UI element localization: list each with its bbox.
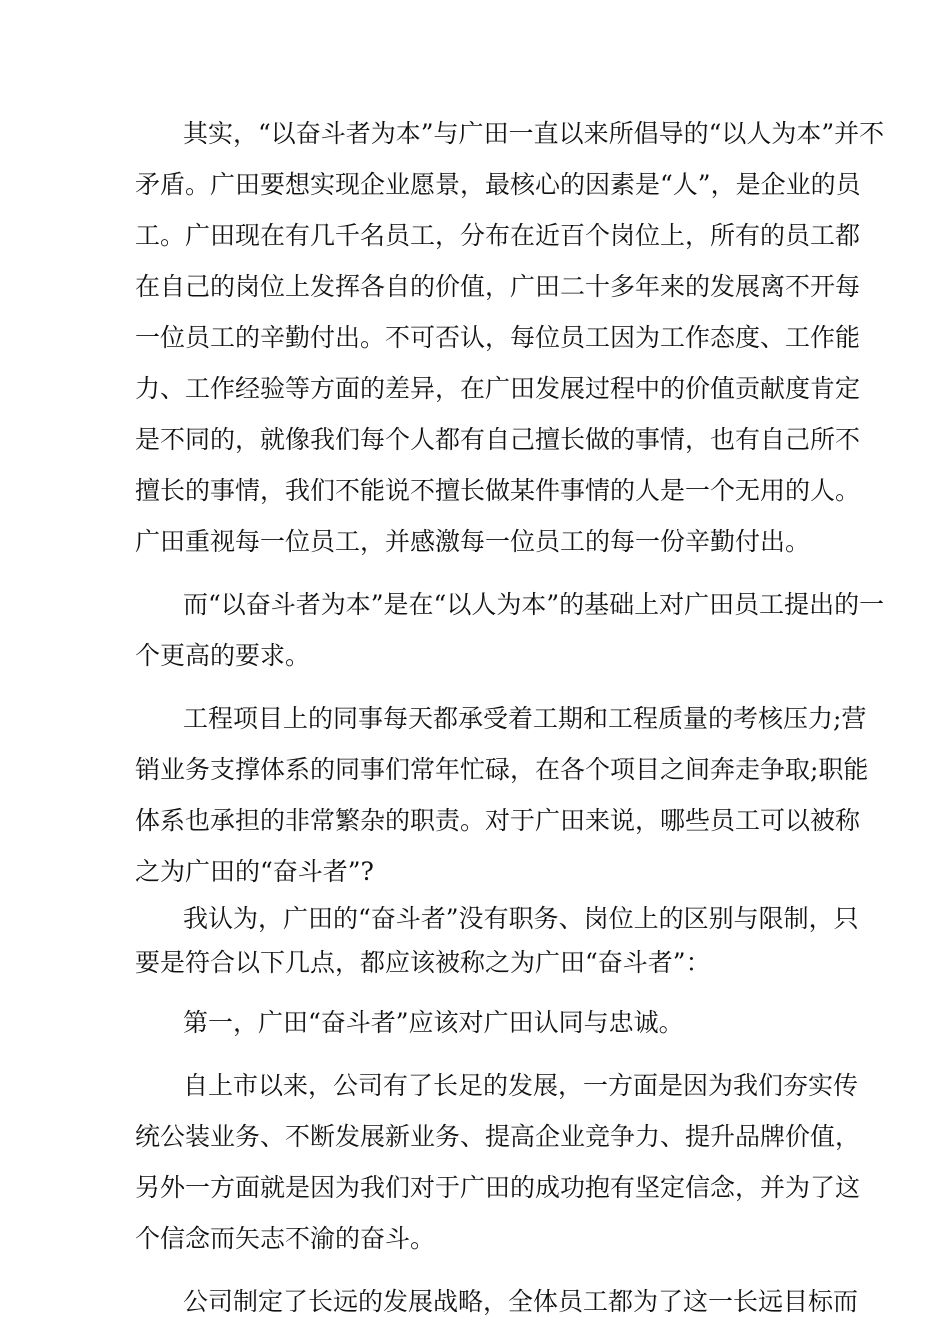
paragraph-5: [135, 997, 835, 1048]
paragraph-6: [135, 1060, 861, 1264]
document-body: [135, 108, 885, 1327]
text-line: 擅长的事情，我们不能说不擅长做某件事情的人是一个无用的人。: [135, 476, 861, 505]
text-line: 另外一方面就是因为我们对于广田的成功抱有坚定信念，并为了这: [135, 1173, 861, 1202]
text-line: 广田重视每一位员工，并感激每一位员工的每一份辛勤付出。: [135, 527, 811, 556]
text-line: 力、工作经验等方面的差异，在广田发展过程中的价值贡献度肯定: [135, 374, 861, 403]
text-line: 我认为，广田的“奋斗者”没有职务、岗位上的区别与限制，只: [183, 904, 859, 933]
text-line: 个更高的要求。: [135, 641, 311, 670]
text-line: 而“以奋斗者为本”是在“以人为本”的基础上对广田员工提出的一: [183, 590, 885, 619]
text-line: 统公装业务、不断发展新业务、提高企业竞争力、提升品牌价值，: [135, 1122, 861, 1151]
text-line: 自上市以来，公司有了长足的发展，一方面是因为我们夯实传: [183, 1071, 859, 1100]
text-line: 体系也承担的非常繁杂的职责。对于广田来说，哪些员工可以被称: [135, 806, 861, 835]
paragraph-2: [135, 579, 885, 681]
text-line: 要是符合以下几点，都应该被称之为广田“奋斗者”：: [135, 948, 711, 977]
text-line: 一位员工的辛勤付出。不可否认，每位员工因为工作态度、工作能: [135, 323, 861, 352]
text-line: 工。广田现在有几千名员工，分布在近百个岗位上，所有的员工都: [135, 221, 861, 250]
paragraph-3: [135, 693, 869, 897]
text-line: 第一，广田“奋斗者”应该对广田认同与忠诚。: [183, 1008, 684, 1037]
text-line: 销业务支撑体系的同事们常年忙碌，在各个项目之间奔走争取;职能: [135, 755, 869, 784]
text-line: 是不同的，就像我们每个人都有自己擅长做的事情，也有自己所不: [135, 425, 861, 454]
text-line: 在自己的岗位上发挥各自的价值，广田二十多年来的发展离不开每: [135, 272, 861, 301]
text-line: 个信念而矢志不渝的奋斗。: [135, 1224, 436, 1253]
text-line: 工程项目上的同事每天都承受着工期和工程质量的考核压力;营: [183, 704, 867, 733]
text-line: 其实，“以奋斗者为本”与广田一直以来所倡导的“以人为本”并不: [183, 119, 885, 148]
text-line: 公司制定了长远的发展战略，全体员工都为了这一长远目标而: [183, 1287, 859, 1316]
paragraph-7: [135, 1276, 859, 1327]
text-line: 之为广田的“奋斗者”?: [135, 857, 374, 886]
paragraph-4: [135, 897, 859, 985]
paragraph-1: [135, 108, 885, 567]
text-line: 矛盾。广田要想实现企业愿景，最核心的因素是“人”，是企业的员: [135, 170, 861, 199]
